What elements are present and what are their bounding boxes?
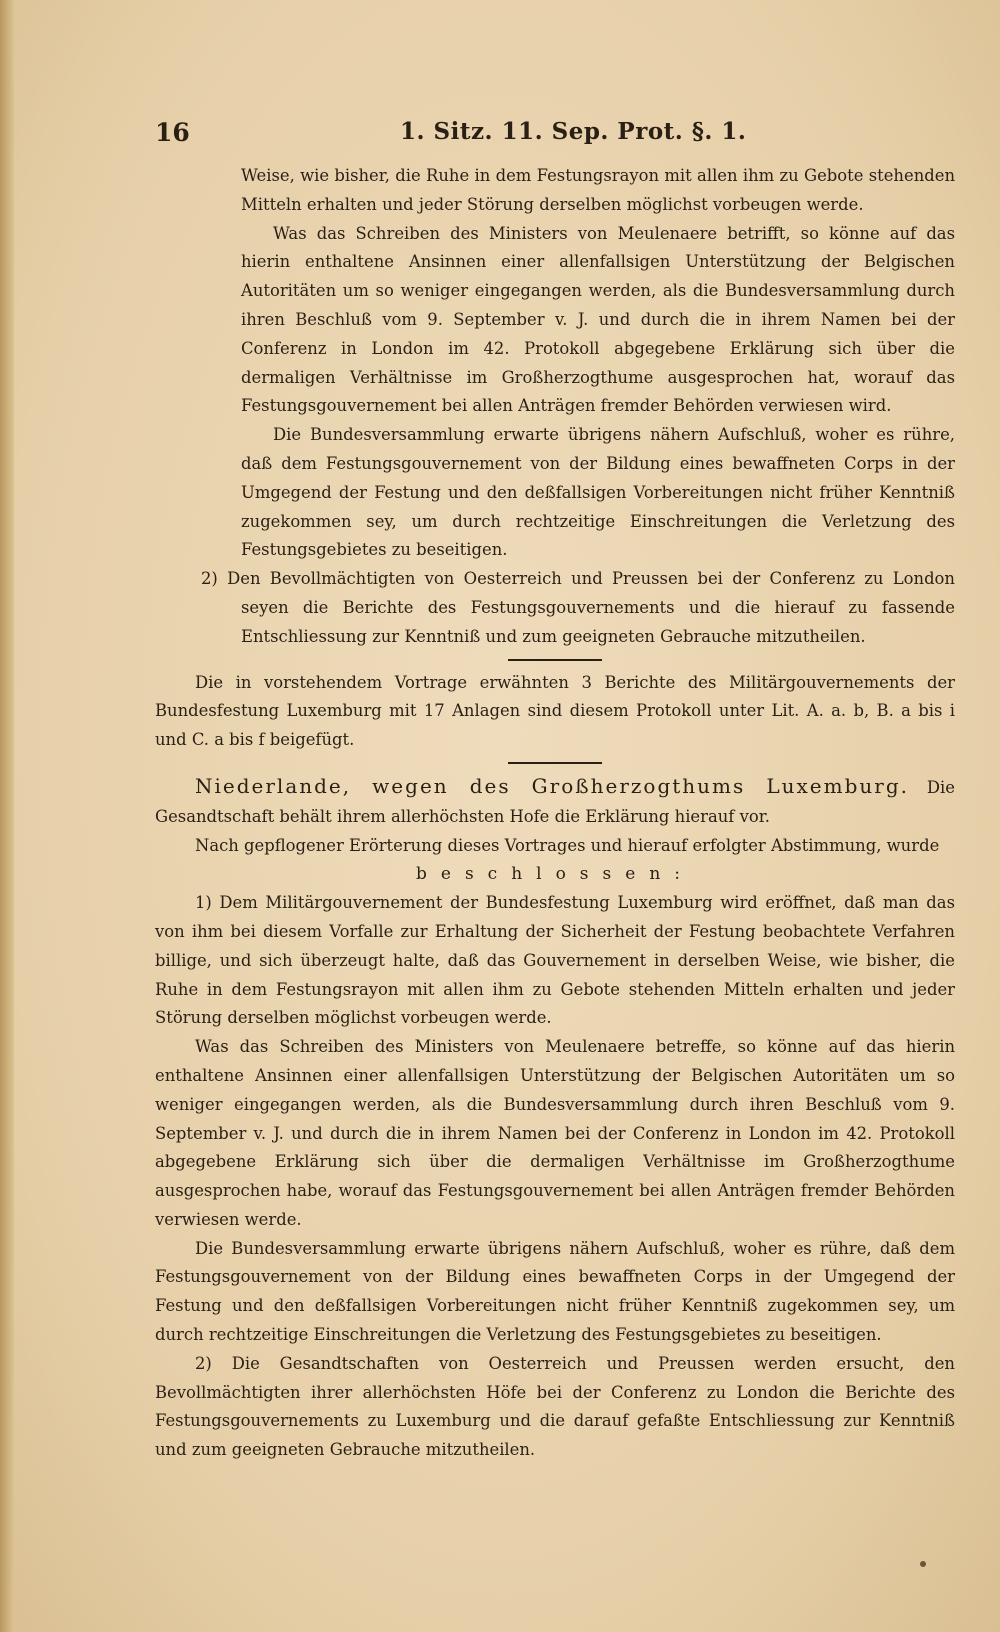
section-divider (508, 762, 602, 764)
proposal-paragraph-1: Weise, wie bisher, die Ruhe in dem Festungsrayon mit allen ihm zu Gebote stehenden Mitteln erhalten und jeder Störung derselben möglichst vorbeugen werde. (241, 166, 955, 214)
annex-note-section (155, 669, 955, 755)
quoted-proposal (241, 162, 955, 565)
annex-note: Die in vorstehendem Vortrage erwähnten 3 Berichte des Militärgouvernements der Bundesfestung Luxemburg mit 17 Anlagen sind diesem Protokoll unter Lit. A. a. b, B. a bis i und C. a bis f beigefügt. (155, 672, 955, 750)
country-heading: Niederlande, wegen des Großherzogthums Luxemburg. (195, 773, 909, 798)
running-head (155, 118, 815, 154)
resolution-item-1: 1) Dem Militärgouvernement der Bundesfestung Luxemburg wird eröffnet, daß man das von ihm bei diesem Vorfalle zur Erhaltung der Sicherheit der Festung beobachtete Verfahren billige, und sich überzeugt halte, daß das Gouvernement in derselben Weise, wie bisher, die Ruhe in dem Festungsrayon mit allen ihm zu Gebote stehenden Mitteln erhalten und jeder Störung derselben möglichst vorbeugen werde. (155, 893, 955, 1028)
resolution-paragraph-2: Was das Schreiben des Ministers von Meulenaere betreffe, so könne auf das hierin enthaltene Ansinnen einer allenfallsigen Unterstützung der Belgischen Autoritäten um so weniger eingegangen werden, als die Bundesversammlung durch ihren Beschluß vom 9. September v. J. und durch die in ihrem Namen bei der Conferenz in London im 42. Protokoll abgegebene Erklärung sich über die dermaligen Verhältnisse im Großherzogthume ausgesprochen habe, worauf das Festungsgouvernement bei allen Anträgen fremder Behörden verwiesen werde. (155, 1037, 955, 1229)
section-divider (508, 659, 602, 661)
header-title: 1. Sitz. 11. Sep. Prot. §. 1. (400, 118, 747, 145)
proposal-paragraph-3: Die Bundesversammlung erwarte übrigens nähern Aufschluß, woher es rühre, daß dem Festungsgouvernement von der Bildung eines bewaffneten Corps in der Umgegend der Festung und den deßfallsigen Vorbereitungen nicht früher Kenntniß zugekommen sey, um durch rechtzeitige Einschreitungen die Verletzung des Festungsgebietes zu beseitigen. (241, 425, 955, 560)
country-declaration-text: Die Gesandtschaft behält ihrem allerhöchsten Hofe die Erklärung hierauf vor. (155, 777, 955, 826)
ink-speck (920, 1561, 926, 1567)
book-spine-edge (0, 0, 14, 1632)
country-declaration (155, 772, 955, 832)
proposal-paragraph-2: Was das Schreiben des Ministers von Meulenaere betrifft, so könne auf das hierin enthaltene Ansinnen einer allenfallsigen Unterstützung der Belgischen Autoritäten um so weniger eingegangen werden, als die Bundesversammlung durch ihren Beschluß vom 9. September v. J. und durch die in ihrem Namen bei der Conferenz in London im 42. Protokoll abgegebene Erklärung sich über die dermaligen Verhältnisse im Großherzogthume ausgesprochen hat, worauf das Festungsgouvernement bei allen Anträgen fremder Behörden verwiesen wird. (241, 223, 955, 416)
resolved-heading: beschlossen: (416, 864, 694, 885)
vote-paragraph: Nach gepflogener Erörterung dieses Vortrages und hierauf erfolgter Abstimmung, wurde (195, 835, 940, 855)
page-number: 16 (155, 118, 190, 147)
body-text (155, 162, 955, 1465)
resolution-item-2: 2) Die Gesandtschaften von Oesterreich und Preussen werden ersucht, den Bevollmächtigten ihrer allerhöchsten Höfe bei der Conferenz zu London die Berichte des Festungsgouvernements zu Luxemburg und die darauf gefaßte Entschliessung zur Kenntniß und zum geeigneten Gebrauche mitzutheilen. (155, 1353, 955, 1460)
resolution-section (155, 772, 955, 1465)
resolution-paragraph-3: Die Bundesversammlung erwarte übrigens nähern Aufschluß, woher es rühre, daß dem Festungsgouvernement von der Bildung eines bewaffneten Corps in der Umgegend der Festung und den deßfallsigen Vorbereitungen nicht früher Kenntniß zugekommen sey, um durch rechtzeitige Einschreitungen die Verletzung des Festungsgebietes zu beseitigen. (155, 1238, 955, 1345)
proposal-item-2: 2) Den Bevollmächtigten von Oesterreich und Preussen bei der Conferenz zu London seyen die Berichte des Festungsgouvernements und die hierauf zu fassende Entschliessung zur Kenntniß und zum geeigneten Gebrauche mitzutheilen. (201, 569, 955, 646)
